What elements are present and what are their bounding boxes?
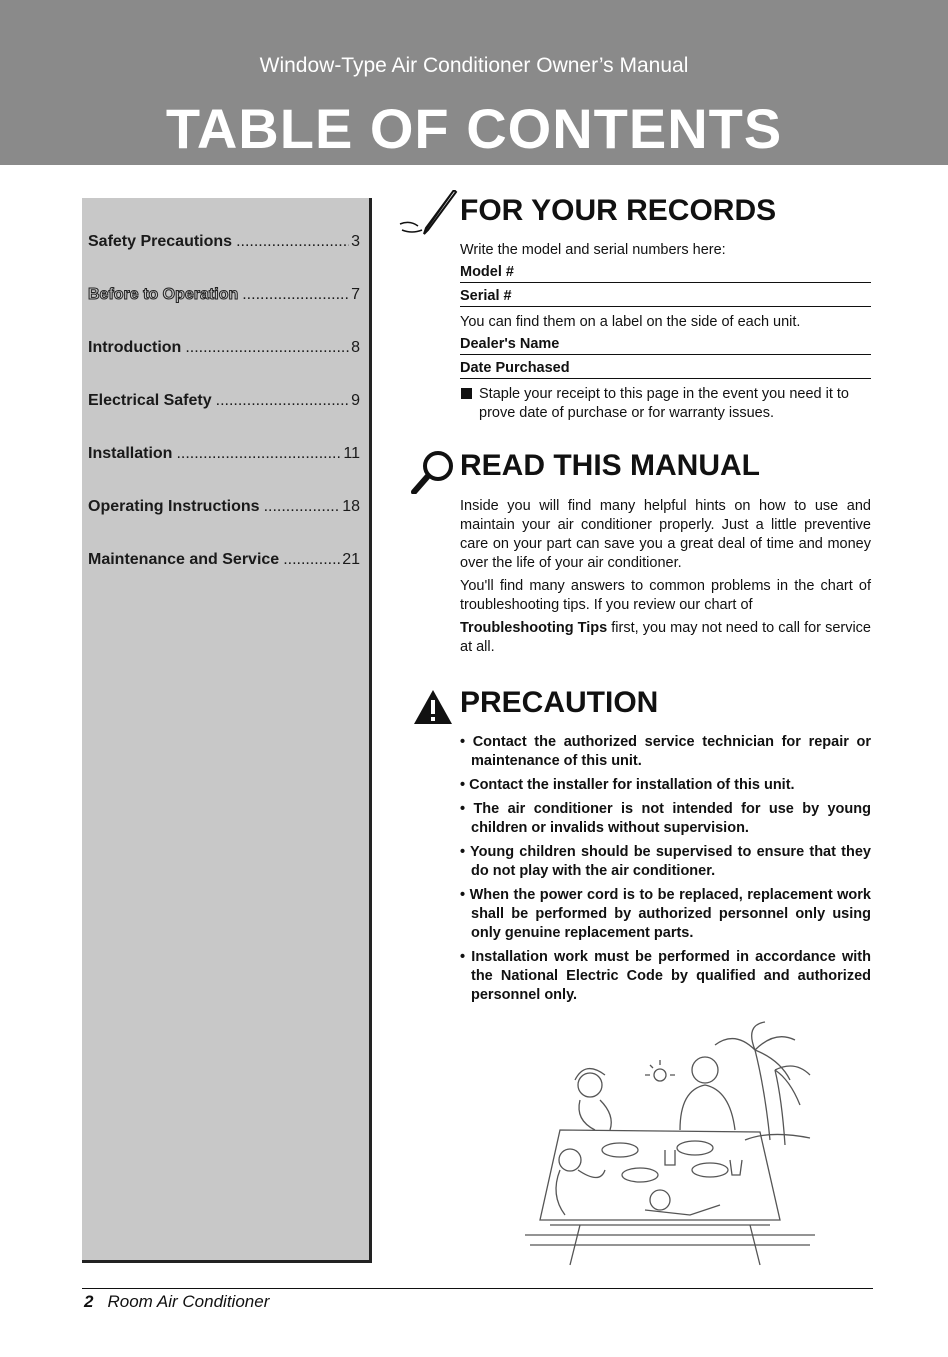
toc-page: 3 — [351, 233, 360, 250]
toc-page: 11 — [343, 445, 360, 462]
toc-leader — [185, 339, 349, 357]
picnic-illustration — [520, 1020, 820, 1270]
model-label: Model # — [460, 264, 514, 280]
precaution-item: • Young children should be supervised to ensure that they do not play with the air conditioner. — [460, 844, 871, 879]
page-number: 2 — [84, 1292, 94, 1311]
toc-label: Operating Instructions — [88, 498, 260, 515]
toc-sidebar — [82, 198, 372, 1263]
precaution-item: • The air conditioner is not intended for use by young children or invalids without supervision. — [460, 801, 871, 836]
records-heading: FOR YOUR RECORDS — [460, 194, 777, 227]
dealer-field[interactable] — [460, 336, 871, 355]
date-field[interactable] — [460, 360, 871, 379]
serial-label: Serial # — [460, 288, 512, 304]
records-intro: Write the model and serial numbers here: — [460, 242, 726, 258]
manual-paragraph-3 — [460, 619, 871, 657]
manual-paragraph-1: Inside you will find many helpful hints on how to use and maintain your air conditioner properly. Just a little preventive care on your part can save you a great deal of time and money over the life of your air conditioner. — [460, 498, 871, 571]
precaution-heading: PRECAUTION — [460, 686, 659, 719]
toc-item-installation[interactable] — [88, 445, 360, 463]
manual-subtitle: Window-Type Air Conditioner Owner’s Manual — [259, 54, 689, 77]
manual-paragraph-2: You'll find many answers to common problems in the chart of troubleshooting tips. If you review our chart of — [460, 578, 871, 613]
serial-field[interactable] — [460, 288, 871, 307]
page-title: TABLE OF CONTENTS — [165, 97, 783, 160]
dealer-label: Dealer's Name — [460, 336, 560, 352]
toc-item-maintenance-service[interactable] — [88, 551, 360, 569]
page-footer — [84, 1292, 269, 1312]
precaution-item: • Installation work must be performed in accordance with the National Electric Code by qualified and authorized personnel only. — [460, 949, 871, 1003]
toc-item-before-operation[interactable] — [88, 286, 360, 304]
records-find-note: You can find them on a label on the side of each unit. — [460, 314, 801, 330]
precaution-item: • When the power cord is to be replaced, replacement work shall be performed by authorized personnel only using only genuine replacement parts. — [460, 887, 871, 941]
warning-icon — [412, 688, 454, 726]
toc-page: 9 — [351, 392, 360, 409]
toc-leader — [216, 392, 349, 410]
toc-page: 21 — [342, 551, 360, 568]
troubleshooting-tips-term: Troubleshooting Tips — [460, 620, 608, 636]
precaution-item: • Contact the installer for installation of this unit. — [460, 777, 795, 793]
date-label: Date Purchased — [460, 360, 570, 376]
toc-item-introduction[interactable] — [88, 339, 360, 357]
header-banner — [0, 0, 948, 165]
staple-note — [460, 385, 871, 423]
precaution-list — [460, 733, 871, 1010]
model-field[interactable] — [460, 264, 871, 283]
footer-divider — [82, 1288, 873, 1289]
manual-body — [460, 497, 871, 657]
pen-icon — [398, 190, 458, 238]
toc-leader — [283, 551, 340, 569]
toc-page: 18 — [342, 498, 360, 515]
toc-leader — [242, 286, 349, 304]
toc-item-operating-instructions[interactable] — [88, 498, 360, 516]
precaution-item: • Contact the authorized service technician for repair or maintenance of this unit. — [460, 734, 871, 769]
manual-heading: READ THIS MANUAL — [460, 449, 760, 482]
toc-page: 7 — [351, 286, 360, 303]
toc-leader — [176, 445, 341, 463]
manual-paragraph-3-rest: first, you may not need to call for service at all. — [460, 620, 871, 655]
toc-label: Before to Operation — [88, 286, 239, 303]
toc-label: Safety Precautions — [88, 233, 233, 250]
toc-item-safety[interactable] — [88, 233, 360, 251]
toc-leader — [264, 498, 341, 516]
toc-label: Electrical Safety — [88, 392, 212, 409]
toc-leader — [236, 233, 349, 251]
magnifier-icon — [408, 450, 456, 494]
footer-title: Room Air Conditioner — [107, 1292, 270, 1311]
toc-page: 8 — [351, 339, 360, 356]
toc-label: Introduction — [88, 339, 182, 356]
staple-text: Staple your receipt to this page in the event you need it to prove date of purchase or for warranty issues. — [479, 386, 849, 421]
square-bullet-icon — [461, 388, 472, 399]
toc-label: Installation — [88, 445, 173, 462]
toc-item-electrical-safety[interactable] — [88, 392, 360, 410]
toc-label: Maintenance and Service — [88, 551, 280, 568]
